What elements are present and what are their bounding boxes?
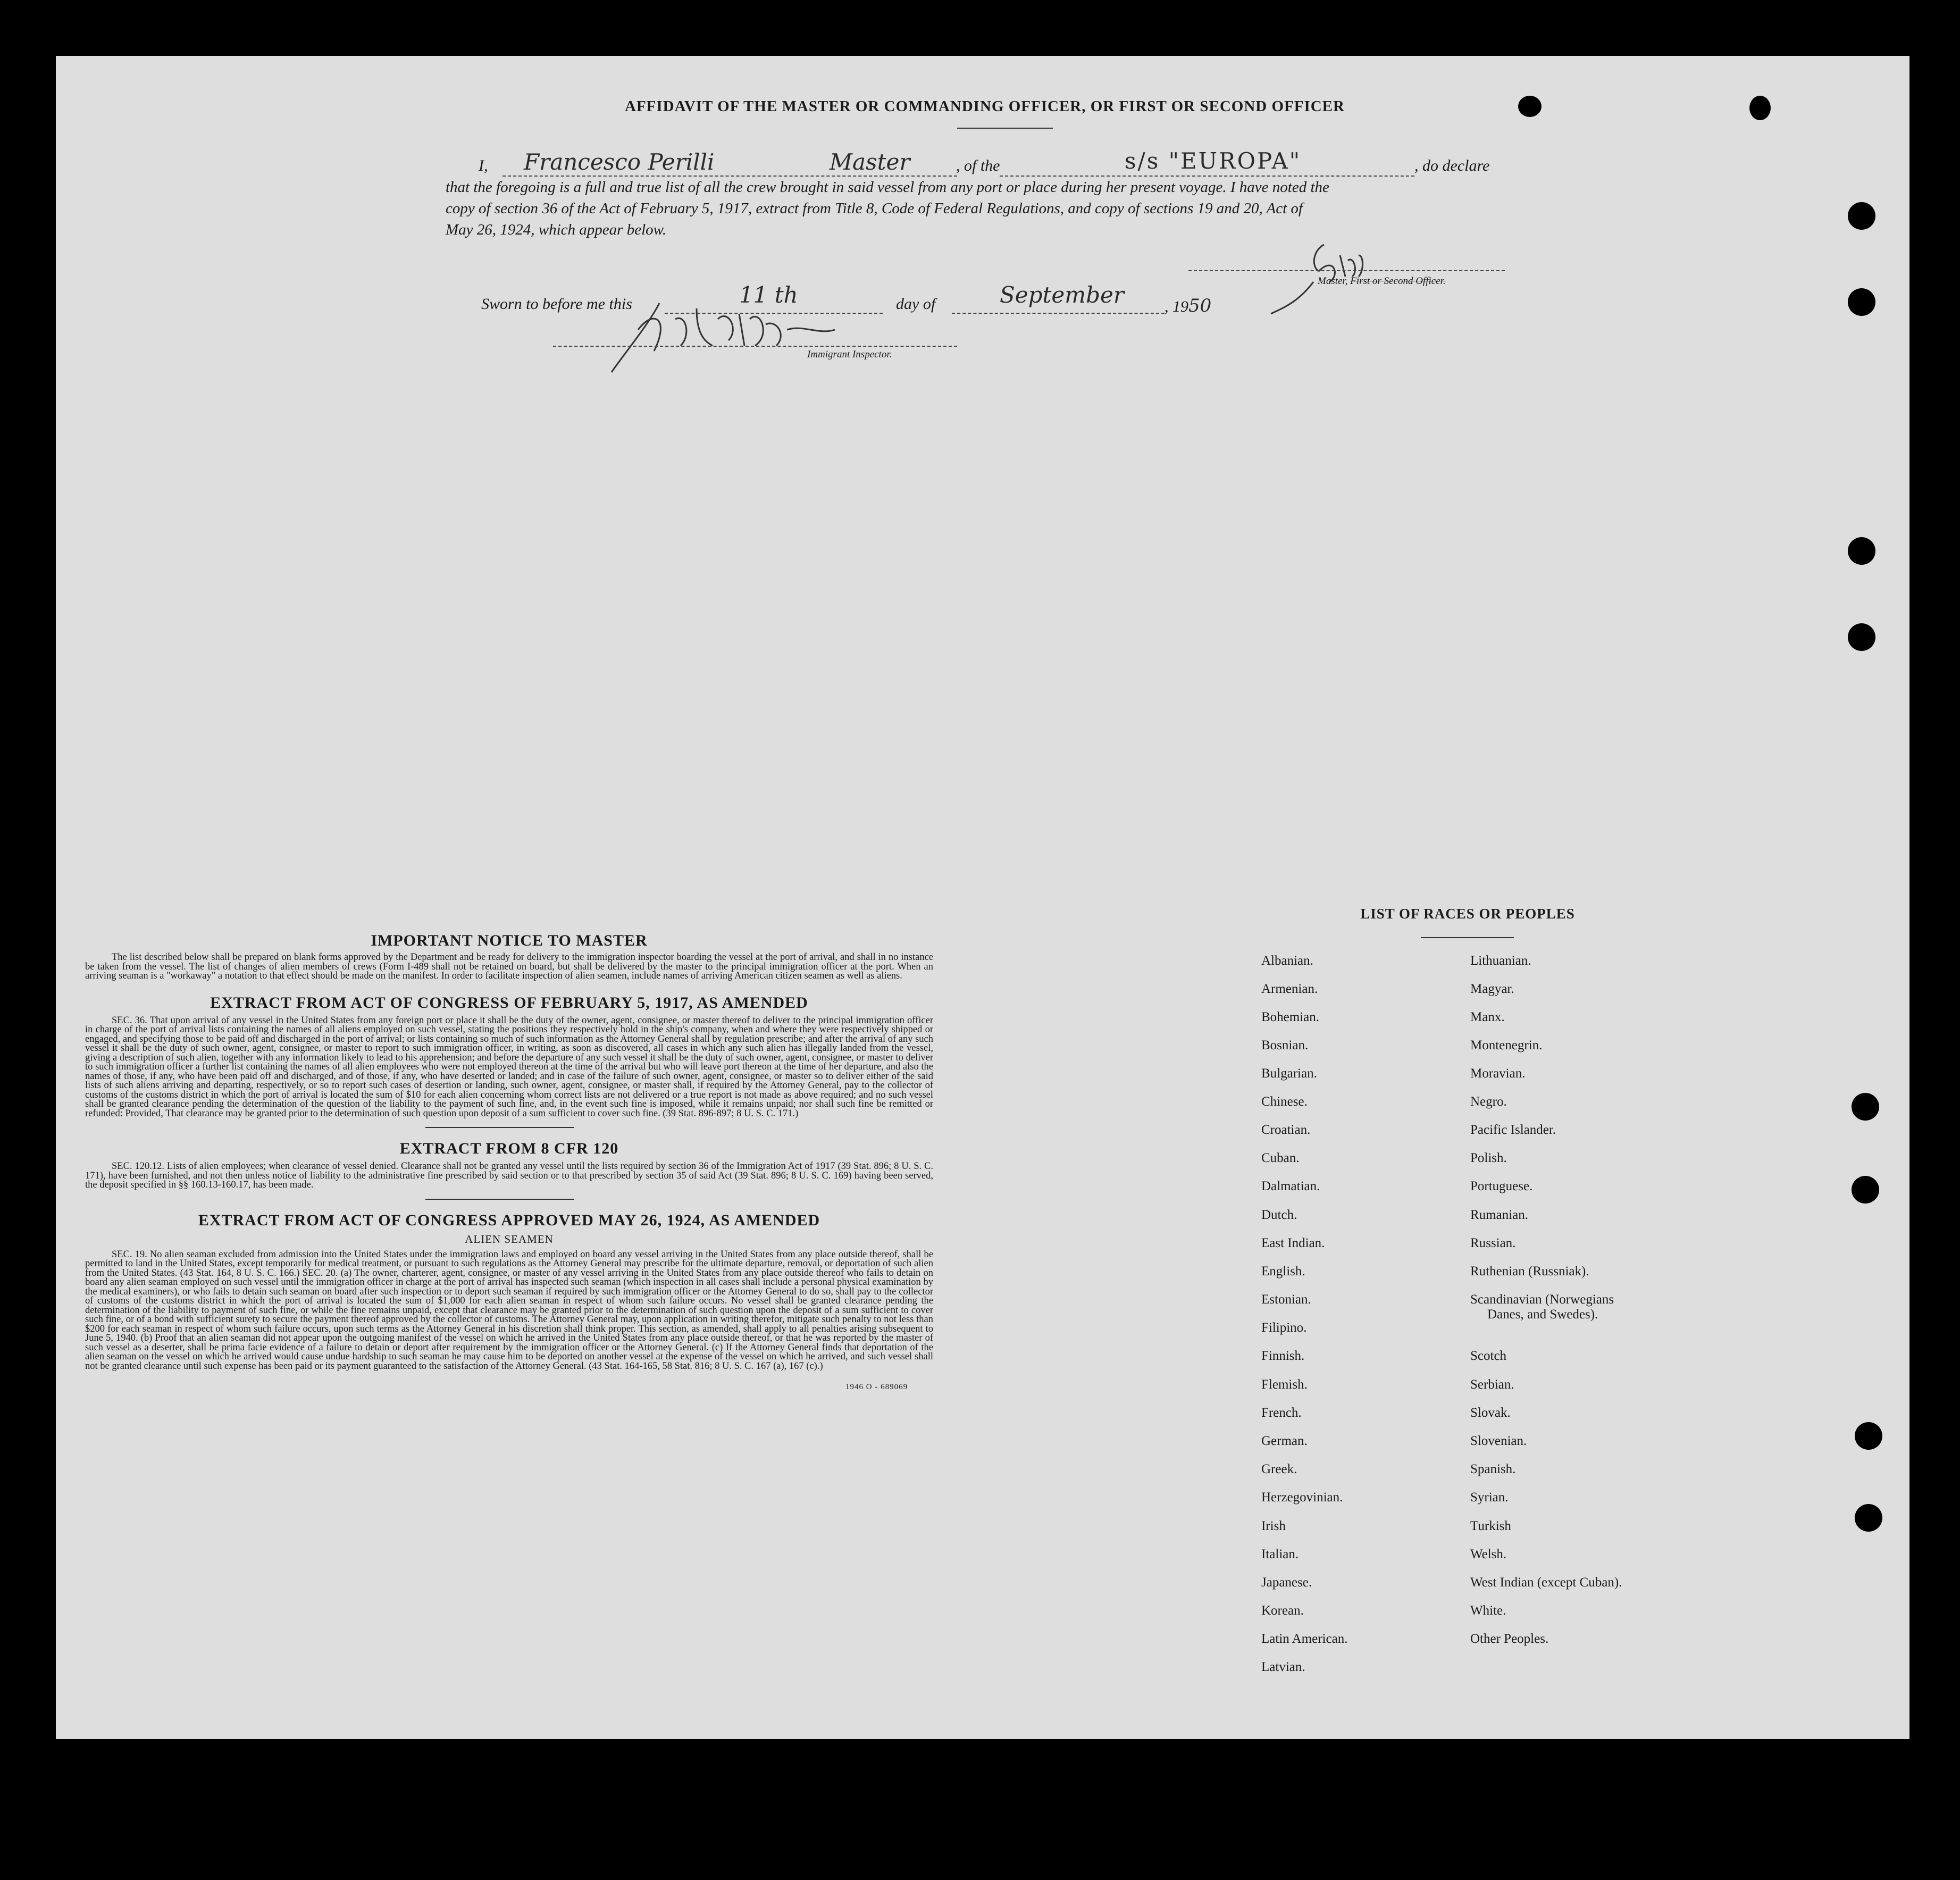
extract2-body: SEC. 120.12. Lists of alien employees; when clearance of vessel denied. Clearance shall not be granted any vessel until the lists required by section 36 of the Immigration Act of 1917 (39 Stat. 896; 8 U. S. C. 171), have been furnished, and not then unless notice of liability to the administrative fine prescribed by said section or to that prescribed by section 35 of said Act (39 Stat. 896; 8 U. S. C. 169) having been served, the deposit specified in §§ 160.13-160.17, has been made. bbox=[85, 1161, 933, 1190]
race-item: Bohemian. bbox=[1261, 1010, 1320, 1024]
race-item: White. bbox=[1470, 1603, 1506, 1618]
vessel-blank bbox=[1000, 176, 1414, 177]
extract3-subheading: ALIEN SEAMEN bbox=[465, 1232, 554, 1246]
month-blank bbox=[952, 313, 1165, 314]
race-item: Flemish. bbox=[1261, 1377, 1308, 1392]
race-item: Korean. bbox=[1261, 1603, 1304, 1618]
extract3-body: SEC. 19. No alien seaman excluded from admission into the United States under the immigration laws and employed on board any vessel arriving in the United States from any place outside thereof, shall be permitted to land in the United States, except temporarily for medical treatment, or pursuant to such regulations as the Attorney General may prescribe for the ultimate departure, removal, or deportation of such alien from the United States. (43 Stat. 164, 8 U. S. C. 166.) SEC. 20. (a) The owner, charterer, agent, consignee, or master of any vessel arriving in the United States from any place outside thereof who fails to detain on board any alien seaman employed on such vessel until the immigration officer in charge at the port of arrival has inspected such seaman (which inspection in all cases shall include a personal physical examination by the medical examiners), or who fails to detain such seaman on board after such inspection or to deport such seaman if required by such immigration officer or the Attorney General to do so, shall pay to the collector of customs of the customs district in which the port of arrival is located the sum of $1,000 for each alien seaman in respect of whom such failure occurs. No vessel shall be granted clearance pending the determination of the liability to payment of such fine, or while the fine remains unpaid, except that clearance may be granted prior to the determination of such question upon the deposit of a sum sufficient to cover such fine, or of a bond with sufficient surety to secure the payment thereof approved by the collector of customs. The Attorney General may, upon application in writing therefor, mitigate such penalty to not less than $200 for each seaman in respect of whom such failure occurs, upon such terms as the Attorney General in his discretion shall think proper. This section, as amended, shall apply to all penalties arising subsequent to June 5, 1940. (b) Proof that an alien seaman did not appear upon the outgoing manifest of the vessel on which he arrived in the United States from any place outside thereof, or that he was reported by the master of such vessel as a deserter, shall be prima facie evidence of a failure to detain or deport after requirement by the immigration officer or the Attorney General. (c) If the Attorney General finds that deportation of the alien seaman on the vessel on which he arrived would cause undue hardship to such seaman he may cause him to be deported on another vessel at the expense of the vessel on which he arrived, and such vessel shall not be granted clearance until such expense has been paid or its payment guaranteed to the satisfaction of the Attorney General. (43 Stat. 164-165, 58 Stat. 816; 8 U. S. C. 167 (a), 167 (c).) bbox=[85, 1249, 933, 1372]
race-item: West Indian (except Cuban). bbox=[1470, 1575, 1622, 1590]
inspector-signature-line bbox=[553, 346, 957, 347]
race-item: Rumanian. bbox=[1470, 1208, 1529, 1222]
race-item: Armenian. bbox=[1261, 982, 1318, 996]
race-item: Russian. bbox=[1470, 1236, 1516, 1250]
do-declare-label: , do declare bbox=[1414, 157, 1490, 174]
race-item: Cuban. bbox=[1261, 1151, 1300, 1165]
extract3-heading: EXTRACT FROM ACT OF CONGRESS APPROVED MAY 26, 1924, AS AMENDED bbox=[198, 1211, 820, 1229]
race-item: Herzegovinian. bbox=[1261, 1490, 1343, 1505]
race-item: Manx. bbox=[1470, 1010, 1505, 1024]
print-code: 1946 O - 689069 bbox=[845, 1383, 908, 1391]
punch-hole bbox=[1848, 537, 1875, 565]
extract1-heading: EXTRACT FROM ACT OF CONGRESS OF FEBRUARY 5, 1917, AS AMENDED bbox=[210, 993, 808, 1012]
sworn-label: Sworn to before me this bbox=[481, 295, 632, 313]
race-item: Japanese. bbox=[1261, 1575, 1312, 1590]
separator-rule bbox=[425, 1199, 574, 1200]
master-label: Master, bbox=[1318, 275, 1348, 287]
inspector-label: Immigrant Inspector. bbox=[807, 349, 892, 360]
races-heading: LIST OF RACES OR PEOPLES bbox=[1360, 906, 1575, 922]
affidavit-line2: that the foregoing is a full and true list of all the crew brought in said vessel from any port or place during her present voyage. I have noted the bbox=[446, 179, 1329, 196]
race-item: Danes, and Swedes). bbox=[1487, 1307, 1598, 1322]
race-item: Bulgarian. bbox=[1261, 1066, 1317, 1081]
punch-hole bbox=[1855, 1504, 1882, 1532]
i-label: I, bbox=[479, 157, 488, 174]
race-item: Scandinavian (Norwegians bbox=[1470, 1292, 1614, 1307]
of-the-label: , of the bbox=[956, 157, 1000, 174]
year-suffix: 50 bbox=[1188, 295, 1212, 316]
race-item: Irish bbox=[1261, 1519, 1286, 1533]
race-item: Lithuanian. bbox=[1470, 954, 1531, 968]
name-blank bbox=[502, 176, 957, 177]
master-name: Francesco Perilli bbox=[524, 149, 715, 175]
race-item: Magyar. bbox=[1470, 982, 1514, 996]
sworn-day: 11 th bbox=[739, 282, 798, 308]
master-signature-label bbox=[1318, 275, 1446, 287]
race-item: Albanian. bbox=[1261, 954, 1313, 968]
race-item: Pacific Islander. bbox=[1470, 1123, 1556, 1137]
race-item: Dalmatian. bbox=[1261, 1179, 1320, 1193]
master-title-handwritten: Master bbox=[830, 149, 910, 175]
notice-heading: IMPORTANT NOTICE TO MASTER bbox=[371, 932, 648, 949]
race-item: Latin American. bbox=[1261, 1632, 1348, 1646]
notice-section bbox=[85, 932, 933, 1392]
race-item: Serbian. bbox=[1470, 1377, 1514, 1392]
punch-hole bbox=[1855, 1422, 1882, 1450]
sworn-month: September bbox=[1000, 282, 1124, 308]
year-prefix: , 19 bbox=[1165, 298, 1188, 315]
race-item: Ruthenian (Russniak). bbox=[1470, 1264, 1589, 1279]
master-signature-line bbox=[1188, 270, 1505, 271]
race-item: Welsh. bbox=[1470, 1547, 1507, 1561]
race-item: Slovak. bbox=[1470, 1406, 1511, 1420]
punch-hole bbox=[1848, 202, 1875, 230]
race-item: Portuguese. bbox=[1470, 1179, 1533, 1193]
title-underline bbox=[957, 128, 1053, 129]
race-item: Moravian. bbox=[1470, 1066, 1526, 1081]
race-item: Slovenian. bbox=[1470, 1434, 1527, 1448]
race-item: Bosnian. bbox=[1261, 1038, 1309, 1052]
race-item: Dutch. bbox=[1261, 1208, 1297, 1222]
race-item: English. bbox=[1261, 1264, 1305, 1279]
punch-hole bbox=[1852, 1093, 1879, 1121]
affidavit-line4: May 26, 1924, which appear below. bbox=[446, 221, 667, 238]
affidavit-line3: copy of section 36 of the Act of February 5, 1917, extract from Title 8, Code of Federal Regulations, and copy of sections 19 and 20, Act of bbox=[446, 200, 1303, 217]
punch-hole bbox=[1852, 1176, 1879, 1204]
race-item: Filipino. bbox=[1261, 1321, 1307, 1335]
race-item: Latvian. bbox=[1261, 1660, 1305, 1674]
race-item: Montenegrin. bbox=[1470, 1038, 1543, 1052]
race-item: Italian. bbox=[1261, 1547, 1299, 1561]
race-item: East Indian. bbox=[1261, 1236, 1325, 1250]
race-item: Croatian. bbox=[1261, 1123, 1311, 1137]
race-item: Finnish. bbox=[1261, 1349, 1305, 1363]
race-item: Syrian. bbox=[1470, 1490, 1509, 1505]
punch-hole bbox=[1848, 623, 1875, 651]
struck-officer-label: First or Second Officer. bbox=[1350, 275, 1446, 287]
affidavit-title: AFFIDAVIT OF THE MASTER OR COMMANDING OFFICER, OR FIRST OR SECOND OFFICER bbox=[625, 98, 1345, 115]
punch-hole bbox=[1518, 96, 1542, 117]
race-item: Spanish. bbox=[1470, 1462, 1516, 1476]
document-page bbox=[56, 56, 1909, 1739]
race-item: French. bbox=[1261, 1406, 1302, 1420]
race-item: Scotch bbox=[1470, 1349, 1507, 1363]
race-item: Other Peoples. bbox=[1470, 1632, 1549, 1646]
races-heading-underline bbox=[1421, 937, 1514, 938]
inspector-signature bbox=[590, 298, 867, 383]
vessel-name: s/s "EUROPA" bbox=[1125, 148, 1302, 174]
punch-hole bbox=[1848, 288, 1875, 316]
extract1-body: SEC. 36. That upon arrival of any vessel in the United States from any foreign port or place it shall be the duty of the owner, agent, consignee, or master thereof to deliver to the principal immigration officer in charge of the port of arrival lists containing the names of all aliens employed on such vessel, stating the positions they respectively hold in the ship's company, when and where they were respectively shipped or engaged, and specifying those to be paid off and discharged in the port of arrival; or lists containing so much of such information as the Attorney General shall by regulation prescribe; and after the arrival of any such vessel it shall be the duty of such owner, agent, consignee, or master to report to such immigration officer, in writing, as soon as discovered, all cases in which any such alien has illegally landed from the vessel, giving a description of such alien, together with any information likely to lead to his apprehension; and before the departure of any such vessel it shall be the duty of such owner, agent, consignee, or master to deliver to such immigration officer a further list containing the names of all alien employees who were not employed thereon at the time of the arrival but who will leave port thereon at the time of her departure, and also the names of those, if any, who have been paid off and discharged, and of those, if any, who have deserted or landed; and in case of the failure of such owner, agent, consignee, or master so to deliver either of the said lists of such aliens arriving and departing, respectively, or so to report such cases of desertion or landing, such owner, agent, consignee, or master shall, if required by the Attorney General, pay to the collector of customs of the customs district in which the port of arrival is located the sum of $10 for each alien concerning whom correct lists are not delivered or a true report is not made as above required; and no such vessel shall be granted clearance pending the determination of the question of the liability to the payment of such fine, and, in the event such fine is imposed, while it remains unpaid; nor shall such fine be remitted or refunded: Provided, That clearance may be granted prior to the determination of such question upon deposit of a sum sufficient to cover such fine. (39 Stat. 896-897; 8 U. S. C. 171.) bbox=[85, 1015, 933, 1119]
race-item: Polish. bbox=[1470, 1151, 1507, 1165]
race-item: German. bbox=[1261, 1434, 1308, 1448]
punch-hole bbox=[1749, 96, 1771, 120]
day-of-label: day of bbox=[896, 295, 936, 313]
year-label bbox=[1165, 295, 1211, 316]
race-item: Negro. bbox=[1470, 1094, 1507, 1109]
notice-body: The list described below shall be prepared on blank forms approved by the Department and be ready for delivery to the immigration inspector boarding the vessel at the port of arrival, and shall in no instance be taken from the vessel. The list of changes of alien members of crews (Form I-489 shall not be retained on board, but shall be delivered by the master to the principal immigration officer at the port. When an arriving seaman is a "workaway" a notation to that effect should be made on the manifest. In order to facilitate inspection of alien seamen, include names of arriving American citizen seamen as well as aliens. bbox=[85, 952, 933, 981]
extract2-heading: EXTRACT FROM 8 CFR 120 bbox=[399, 1140, 619, 1157]
race-item: Chinese. bbox=[1261, 1094, 1308, 1109]
race-item: Greek. bbox=[1261, 1462, 1297, 1476]
separator-rule bbox=[425, 1127, 574, 1128]
race-item: Estonian. bbox=[1261, 1292, 1311, 1307]
race-item: Turkish bbox=[1470, 1519, 1511, 1533]
